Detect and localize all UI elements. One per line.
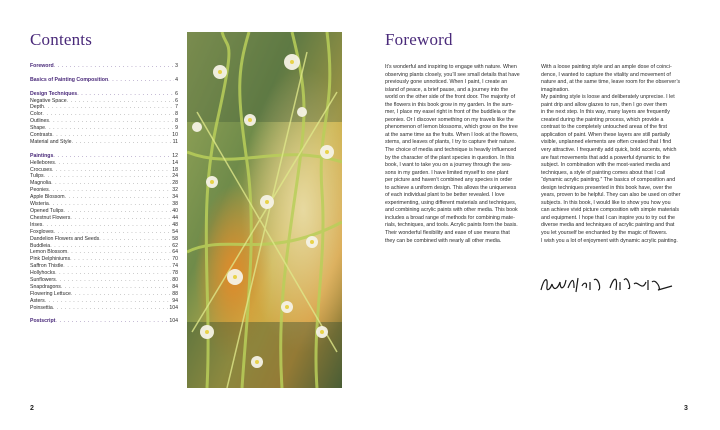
text-line: techniques, a style of painting comes about that I call — [541, 169, 666, 176]
toc-entry[interactable] — [30, 111, 178, 118]
toc-leader — [77, 91, 174, 98]
toc-entry[interactable] — [30, 132, 178, 139]
toc-label: Irises — [30, 221, 43, 228]
toc-label: Chestnut Flowers — [30, 214, 71, 221]
foreword-column-2 — [541, 64, 696, 245]
toc-page-number: 74 — [172, 263, 178, 270]
toc-label: Basics of Painting Composition — [30, 76, 109, 83]
toc-label: Crocuses — [30, 166, 52, 173]
toc-label: Peonies — [30, 187, 49, 194]
toc-entry[interactable] — [30, 160, 178, 167]
toc-page-number: 58 — [172, 235, 178, 242]
text-line: contrast to the completely untouched areas of the first — [541, 124, 668, 131]
toc-page-number: 104 — [169, 304, 178, 311]
toc-leader — [70, 256, 171, 263]
toc-entry[interactable] — [30, 229, 178, 236]
toc-leader — [44, 173, 172, 180]
toc-entry[interactable] — [30, 305, 178, 312]
toc-spacer — [30, 70, 178, 77]
text-line: and equipment. I hope that I can inspire you to try out the — [541, 214, 675, 221]
page-number: 3 — [684, 405, 688, 412]
text-line: you let yourself be enchanted by the magic of flowers. — [541, 230, 668, 237]
toc-entry[interactable] — [30, 270, 178, 277]
toc-page-number: 34 — [172, 194, 178, 201]
toc-page-number: 18 — [172, 166, 178, 173]
page-title: Contents — [30, 30, 93, 49]
toc-leader — [55, 160, 171, 167]
text-line: With a loose painting style and an ample dose of coinci- — [541, 64, 672, 70]
text-line: stems, and leaves of plants, I try to capture their nature. — [385, 139, 516, 146]
toc-entry[interactable] — [30, 222, 178, 229]
toc-spacer — [30, 84, 178, 91]
toc-label: Sunflowers — [30, 277, 56, 284]
text-line: nature and, at the same time, leave room for the observer’s — [541, 79, 681, 86]
toc-entry[interactable] — [30, 104, 178, 111]
toc-section[interactable] — [30, 153, 178, 160]
toc-page-number: 62 — [172, 242, 178, 249]
text-line: at the same time as the fruits. When I look at the flowers, — [385, 131, 519, 138]
toc-label: Shape — [30, 125, 46, 132]
toc-page-number: 88 — [172, 290, 178, 297]
text-line: I wish you a lot of enjoyment with dynamic acrylic painting. — [541, 237, 678, 244]
toc-page-number: 40 — [172, 207, 178, 214]
text-line: subject. In combination with the most-varied media and — [541, 162, 671, 169]
toc-page-number: 3 — [175, 63, 178, 69]
text-line: years, proven to be helpful. They can also be used on other — [541, 192, 681, 199]
text-line: observing plants closely, you’ll see small details that have — [385, 71, 520, 78]
toc-leader — [49, 187, 171, 194]
toc-leader — [56, 277, 172, 284]
toc-entry[interactable] — [30, 118, 178, 125]
author-signature — [538, 272, 678, 298]
text-line: created during the painting process, which provide a — [541, 116, 664, 123]
toc-entry[interactable] — [30, 194, 178, 201]
text-line: The choice of media and technique is heavily influenced — [385, 147, 517, 154]
toc-leader — [70, 215, 171, 222]
toc-page-number: 80 — [172, 277, 178, 284]
toc-label: Buddleia — [30, 242, 51, 249]
text-line: subjects. In this book, I would like to show you how you — [541, 199, 671, 206]
toc-entry[interactable] — [30, 298, 178, 305]
toc-leader — [52, 132, 171, 139]
toc-label: Hollyhocks — [30, 270, 56, 277]
text-line: and combining acrylic paints with other media. This book — [385, 207, 518, 214]
toc-entry[interactable] — [30, 180, 178, 187]
toc-leader — [53, 305, 169, 312]
text-line: design techniques presented in this book have, over the — [541, 184, 673, 191]
toc-label: Outlines — [30, 118, 50, 125]
toc-page-number: 64 — [172, 249, 178, 256]
toc-label: Snapdragons — [30, 283, 61, 290]
toc-label: Contrasts — [30, 132, 53, 139]
text-line: Their wonderful flexibility and ease of use means that — [385, 230, 510, 237]
toc-label: Dandelion Flowers and Seeds — [30, 235, 100, 242]
toc-entry[interactable] — [30, 215, 178, 222]
text-line: are fast movements that add a powerful dynamic to the — [541, 154, 670, 161]
toc-page-number: 94 — [172, 297, 178, 304]
text-line: to achieve a uniform design. This allows the uniqueness — [385, 184, 517, 191]
toc-leader — [44, 104, 174, 111]
text-line: dence, I wanted to capture the vitality and movement of — [541, 71, 671, 78]
toc-entry[interactable] — [30, 187, 178, 194]
toc-entry[interactable] — [30, 98, 178, 105]
text-line: My painting style is loose and deliberately unprecise. I let — [541, 94, 675, 101]
toc-leader — [54, 229, 172, 236]
toc-page-number: 12 — [172, 152, 178, 159]
toc-page-number: 6 — [175, 90, 178, 97]
toc-entry[interactable] — [30, 256, 178, 263]
toc-entry[interactable] — [30, 139, 178, 146]
page-number: 2 — [30, 405, 34, 412]
toc-leader — [42, 222, 171, 229]
toc-entry[interactable] — [30, 249, 178, 256]
toc-page-number: 32 — [172, 187, 178, 194]
toc-section[interactable] — [30, 63, 178, 70]
toc-label: Wisteria — [30, 201, 49, 208]
toc-entry[interactable] — [30, 208, 178, 215]
toc-entry[interactable] — [30, 236, 178, 243]
text-line: they can be combined with nearly all other media. — [385, 237, 502, 244]
text-line: of each individual plant to be better revealed. I love — [385, 192, 505, 199]
text-line: per picture and haven’t combined any species in order — [385, 177, 513, 184]
toc-leader — [99, 236, 171, 243]
table-of-contents — [30, 63, 178, 325]
text-line: experimenting, using different materials and techniques, — [385, 199, 517, 206]
toc-leader — [61, 284, 171, 291]
toc-page-number: 70 — [172, 256, 178, 263]
toc-leader — [67, 98, 174, 105]
text-line: “dynamic acrylic painting.” The basics of composition and — [541, 177, 676, 184]
toc-label: Saffron Thistle — [30, 263, 64, 270]
toc-page-number: 14 — [172, 159, 178, 166]
text-line: very attractive. I frequently add quick, bold accents, which — [541, 147, 677, 154]
toc-label: Postscript — [30, 318, 56, 325]
toc-label: Hellebores — [30, 159, 55, 166]
toc-leader — [51, 180, 171, 187]
toc-leader — [45, 298, 172, 305]
toc-leader — [108, 77, 174, 84]
text-line: imagination. — [541, 86, 570, 93]
toc-label: Design Techniques — [30, 90, 78, 97]
toc-page-number: 7 — [175, 104, 178, 111]
toc-label: Foreword — [30, 63, 54, 69]
toc-section[interactable] — [30, 91, 178, 98]
text-line: island of peace, a brief pause, and a journey into the — [385, 86, 509, 93]
text-line: mer, I place my easel right in front of the buddleia or the — [385, 109, 516, 116]
toc-label: Magnolia — [30, 180, 52, 187]
toc-entry[interactable] — [30, 291, 178, 298]
text-line: paint drip and allow glazes to run, then I go over them — [541, 101, 668, 108]
text-line: the flowers in this book grow in my garden. In the sum- — [385, 101, 514, 108]
toc-label: Color — [30, 111, 43, 118]
flower-painting — [187, 32, 342, 388]
toc-label: Flowering Lettuce — [30, 290, 71, 297]
toc-label: Foxgloves — [30, 228, 54, 235]
toc-page-number: 44 — [172, 214, 178, 221]
toc-leader — [72, 139, 172, 146]
toc-label: Depth — [30, 104, 44, 111]
toc-spacer — [30, 146, 178, 153]
text-line: diverse media and techniques of acrylic painting and that — [541, 222, 675, 229]
toc-label: Opened Tulips — [30, 207, 64, 214]
toc-leader — [54, 63, 174, 70]
toc-label: Negative Space — [30, 97, 67, 104]
toc-label: Poinsettia — [30, 304, 53, 311]
toc-spacer — [30, 312, 178, 319]
toc-page-number: 8 — [175, 111, 178, 118]
toc-leader — [65, 194, 172, 201]
toc-leader — [63, 208, 171, 215]
toc-page-number: 54 — [172, 228, 178, 235]
toc-entry[interactable] — [30, 284, 178, 291]
toc-page-number: 84 — [172, 283, 178, 290]
toc-label: Tulips — [30, 173, 44, 180]
toc-label: Material and Style — [30, 138, 72, 145]
toc-page-number: 38 — [172, 201, 178, 208]
toc-entry[interactable] — [30, 263, 178, 270]
text-line: visible, unplanned elements are often created that I find — [541, 139, 672, 146]
toc-entry[interactable] — [30, 173, 178, 180]
toc-page-number: 10 — [172, 132, 178, 139]
text-line: includes a broad range of methods for combining mate- — [385, 214, 515, 221]
toc-page-number: 6 — [175, 97, 178, 104]
text-line: previously gone unnoticed. When I paint, I create an — [385, 79, 508, 86]
text-line: phenomenon of lemon blossoms, which grow on the tree — [385, 124, 518, 131]
toc-section[interactable] — [30, 318, 178, 325]
toc-page-number: 8 — [175, 118, 178, 125]
text-line: book, I want to take you on a journey through the sea- — [385, 162, 512, 169]
toc-page-number: 28 — [172, 180, 178, 187]
toc-page-number: 78 — [172, 270, 178, 277]
toc-leader — [45, 125, 174, 132]
toc-page-number: 24 — [172, 173, 178, 180]
text-line: peonies. Or I discover something on my travels like the — [385, 116, 514, 123]
toc-leader — [67, 249, 171, 256]
text-line: world on the other side of the front door. The majority of — [385, 94, 516, 101]
toc-leader — [49, 201, 171, 208]
toc-page-number: 11 — [172, 138, 178, 145]
toc-leader — [53, 153, 171, 160]
page-title: Foreword — [385, 30, 453, 49]
toc-label: Asters — [30, 297, 45, 304]
toc-label: Paintings — [30, 152, 54, 159]
toc-leader — [63, 263, 171, 270]
foreword-column-1 — [385, 64, 540, 245]
text-line: in the next step. In this way, many layers are frequently — [541, 109, 670, 116]
text-line: can achieve vivid picture composition with simple materials — [541, 207, 680, 214]
toc-entry[interactable] — [30, 125, 178, 132]
toc-leader — [71, 291, 171, 298]
toc-leader — [55, 270, 171, 277]
toc-page-number: 9 — [175, 125, 178, 132]
toc-page-number: 4 — [175, 76, 178, 83]
toc-label: Pink Delphiniums — [30, 256, 71, 263]
text-line: application of paint. When these layers are still partially — [541, 131, 670, 138]
toc-leader — [49, 118, 174, 125]
text-line: It’s wonderful and inspiring to engage with nature. When — [385, 64, 517, 70]
toc-leader — [52, 167, 171, 174]
toc-entry[interactable] — [30, 243, 178, 250]
toc-leader — [42, 111, 174, 118]
toc-page-number: 48 — [172, 221, 178, 228]
toc-leader — [50, 243, 171, 250]
text-line: sons in my garden. I have limited myself to one plant — [385, 169, 509, 176]
toc-page-number: 104 — [169, 318, 178, 325]
toc-label: Apple Blossom — [30, 194, 65, 201]
toc-entry[interactable] — [30, 167, 178, 174]
toc-label: Lemon Blossom — [30, 249, 68, 256]
toc-leader — [55, 318, 168, 325]
toc-section[interactable] — [30, 77, 178, 84]
text-line: rials, techniques, and tools. Acrylic paints form the basis. — [385, 222, 518, 229]
text-line: by the character of the plant species in question. In this — [385, 154, 515, 161]
toc-entry[interactable] — [30, 277, 178, 284]
toc-entry[interactable] — [30, 201, 178, 208]
